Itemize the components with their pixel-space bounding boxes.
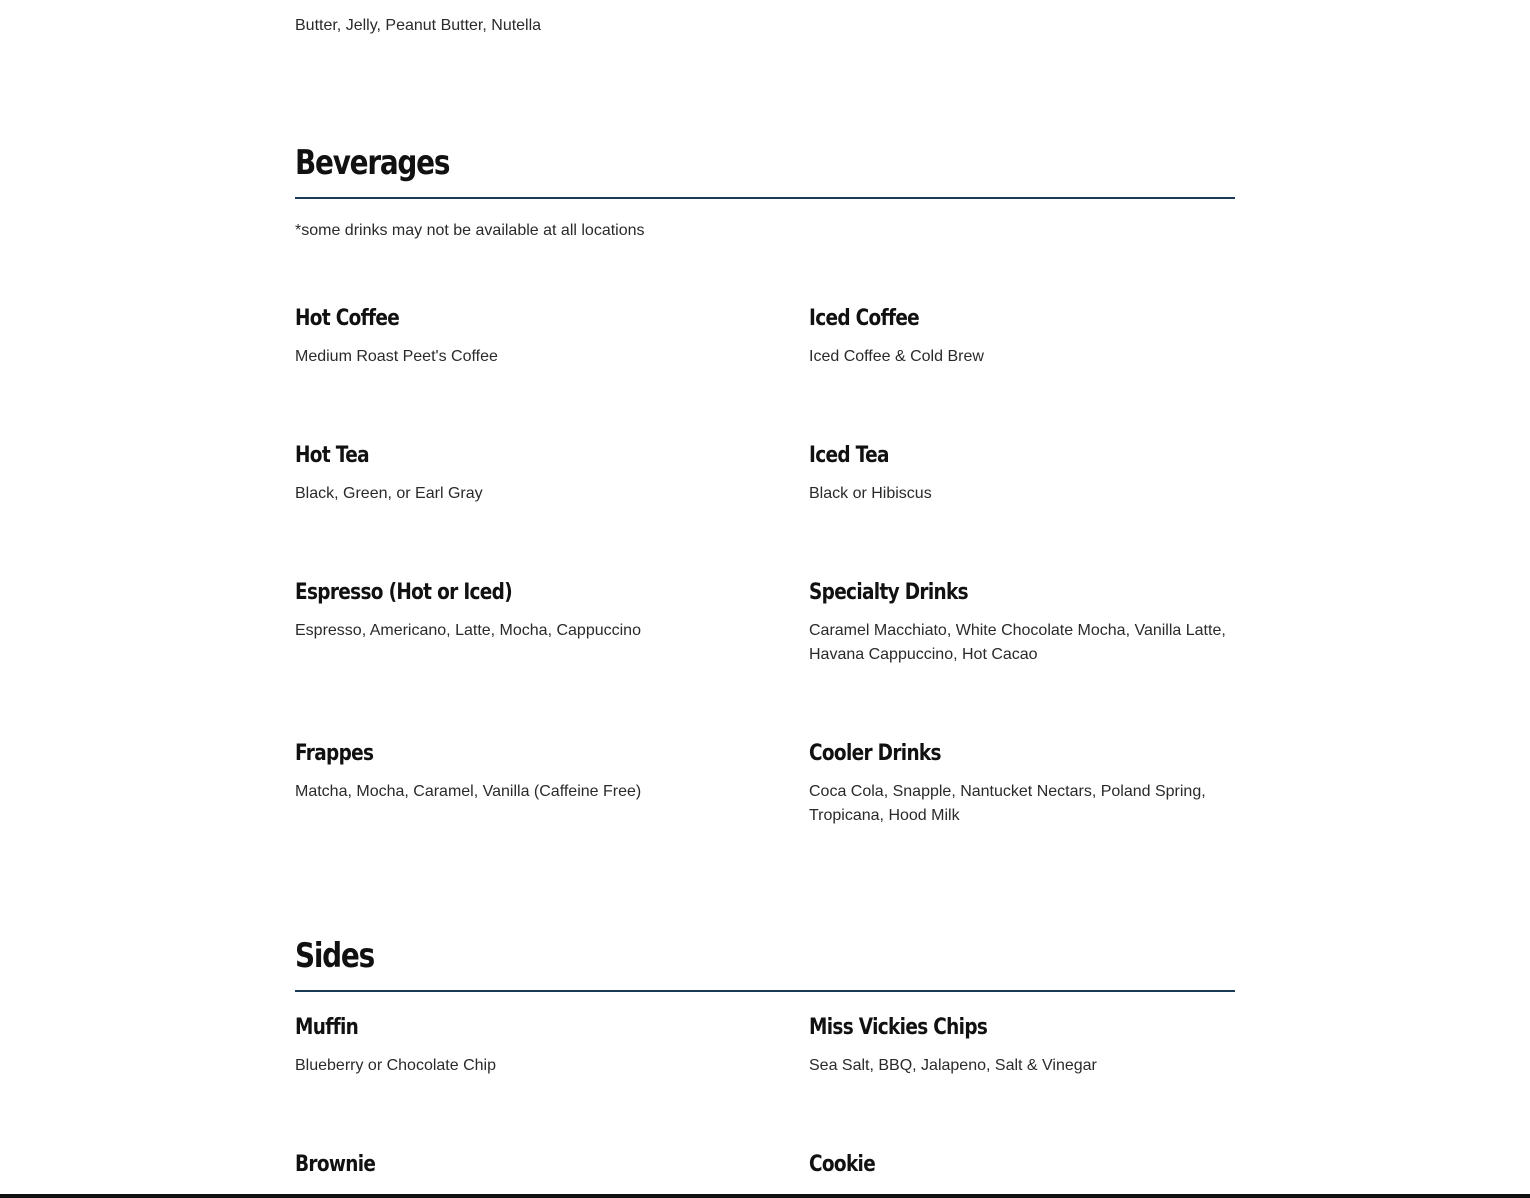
beverages-divider xyxy=(295,197,1235,199)
menu-item-name: Hot Coffee xyxy=(295,306,400,331)
menu-item-description: Caramel Macchiato, White Chocolate Mocha, Vanilla Latte, Havana Cappuccino, Hot Cacao xyxy=(809,622,1226,663)
menu-item-description: Coca Cola, Snapple, Nantucket Nectars, Poland Spring, Tropicana, Hood Milk xyxy=(809,783,1206,824)
menu-item-name: Muffin xyxy=(295,1015,359,1040)
menu-item-hot-tea xyxy=(295,442,725,506)
menu-item-frappes xyxy=(295,740,725,804)
menu-item-name: Iced Tea xyxy=(809,443,889,468)
menu-item-brownie xyxy=(295,1151,725,1179)
menu-item-description: Black or Hibiscus xyxy=(809,485,932,502)
menu-item-description: Matcha, Mocha, Caramel, Vanilla (Caffeine Free) xyxy=(295,783,642,800)
menu-item-name: Cookie xyxy=(809,1152,876,1177)
menu-item-description: Blueberry or Chocolate Chip xyxy=(295,1057,496,1074)
beverages-section-title: Beverages xyxy=(295,143,450,183)
menu-item-specialty-drinks xyxy=(809,579,1239,667)
menu-item-name: Iced Coffee xyxy=(809,306,920,331)
menu-item-name: Cooler Drinks xyxy=(809,741,941,766)
menu-item-muffin xyxy=(295,1014,725,1078)
menu-item-hot-coffee xyxy=(295,305,725,369)
menu-item-description: Black, Green, or Earl Gray xyxy=(295,485,483,502)
menu-item-name: Frappes xyxy=(295,741,374,766)
menu-item-cooler-drinks xyxy=(809,740,1239,828)
menu-item-description: Espresso, Americano, Latte, Mocha, Cappuccino xyxy=(295,622,641,639)
viewport-bottom-edge xyxy=(0,1194,1530,1198)
menu-item-espresso xyxy=(295,579,725,643)
menu-item-description: Medium Roast Peet's Coffee xyxy=(295,348,498,365)
sides-divider xyxy=(295,990,1235,992)
menu-item-name: Miss Vickies Chips xyxy=(809,1015,988,1040)
menu-item-name: Specialty Drinks xyxy=(809,580,968,605)
menu-item-miss-vickies-chips xyxy=(809,1014,1239,1078)
menu-item-name: Brownie xyxy=(295,1152,376,1177)
menu-item-iced-tea xyxy=(809,442,1239,506)
beverages-availability-note: *some drinks may not be available at all locations xyxy=(295,222,645,239)
menu-item-name: Hot Tea xyxy=(295,443,369,468)
previous-item-description: Butter, Jelly, Peanut Butter, Nutella xyxy=(295,17,542,34)
menu-item-name: Espresso (Hot or Iced) xyxy=(295,580,513,605)
sides-section-title: Sides xyxy=(295,936,374,976)
menu-item-iced-coffee xyxy=(809,305,1239,369)
menu-item-description: Iced Coffee & Cold Brew xyxy=(809,348,984,365)
menu-item-description: Sea Salt, BBQ, Jalapeno, Salt & Vinegar xyxy=(809,1057,1097,1074)
menu-item-cookie xyxy=(809,1151,1239,1179)
